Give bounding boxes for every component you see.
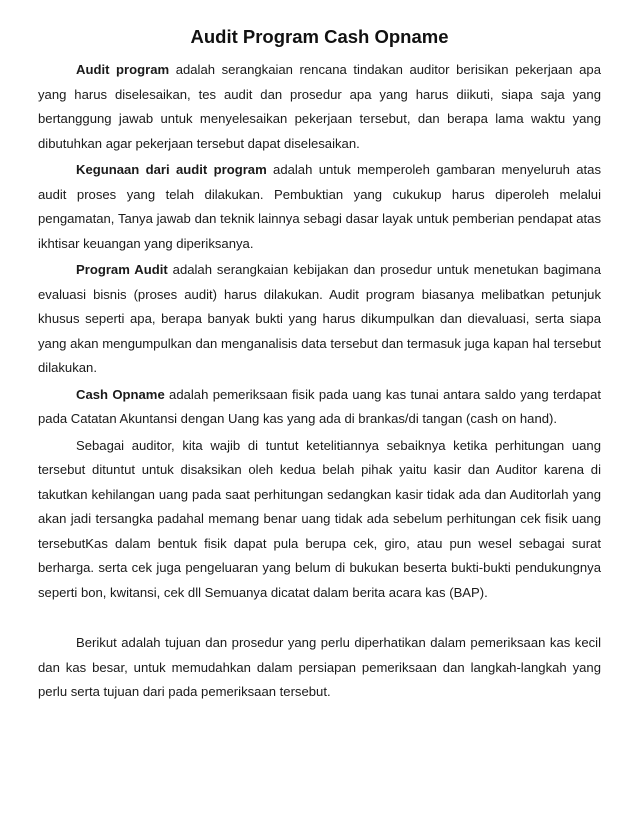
paragraph-text: adalah serangkaian rencana tindakan auditor berisikan pekerjaan apa yang harus diselesaikan, tes audit dan prosedur apa yang harus diikuti, siapa saja yang bertanggung jawab untuk menyelesaikan pekerjaan tersebut, dan berapa lama waktu yang dibutuhkan agar pekerjaan tersebut dapat diselesaikan. xyxy=(38,62,602,151)
paragraph-audit-program xyxy=(38,58,601,156)
paragraph-program-audit xyxy=(38,258,601,381)
paragraph-text: adalah serangkaian kebijakan dan prosedur untuk menetukan bagimana evaluasi bisnis (proses audit) harus dilakukan. Audit program biasanya melibatkan petunjuk khusus seperti apa, berapa banyak bukti yang harus dikumpulkan dan dievaluasi, serta siapa yang akan mengumpulkan dan menganalisis data tersebut dan termasuk juga kapan hal tersebut dilakukan. xyxy=(38,262,602,375)
paragraph-text: adalah pemeriksaan fisik pada uang kas tunai antara saldo yang terdapat pada Catatan Akuntansi dengan Uang kas yang ada di brankas/di tangan (cash on hand). xyxy=(38,386,601,426)
paragraph-cash-opname xyxy=(38,383,601,432)
paragraph-kegunaan xyxy=(38,158,601,256)
document-page xyxy=(38,26,601,707)
paragraph-text: Sebagai auditor, kita wajib di tuntut ketelitiannya sebaiknya ketika perhitungan uang tersebut dituntut untuk disaksikan oleh kedua belah pihak yaitu kasir dan Auditor karena di takutkan kehilangan uang pada saat perhitungan sedangkan kasir tidak ada dan Auditorlah yang akan jadi tersangka padahal memang benar uang tidak ada sebelum perhitungan cek fisik uang tersebutKas dalam bentuk fisik dapat pula berupa cek, giro, atau pun wesel sebagai surat berharga. serta cek juga pengeluaran yang belum di bukukan beserta bukti-bukti pendukungnya seperti bon, kwitansi, cek dll Semuanya dicatat dalam berita acara kas (BAP). xyxy=(38,437,601,600)
term-cash-opname: Cash Opname xyxy=(76,386,165,402)
term-kegunaan-audit-program: Kegunaan dari audit program xyxy=(76,162,267,177)
term-program-audit: Program Audit xyxy=(76,262,168,277)
paragraph-text: Berikut adalah tujuan dan prosedur yang perlu diperhatikan dalam pemeriksaan kas kecil dan kas besar, untuk memudahkan dalam persiapan pemeriksaan dan langkah-langkah yang perlu serta tujuan dari pada pemeriksaan tersebut. xyxy=(38,635,601,699)
document-title: Audit Program Cash Opname xyxy=(190,26,449,47)
paragraph-sebagai-auditor xyxy=(38,434,601,606)
paragraph-berikut xyxy=(38,631,601,705)
term-audit-program: Audit program xyxy=(76,62,170,77)
paragraph-text: adalah untuk memperoleh gambaran menyeluruh atas audit proses yang telah dilakukan. Pembuktian yang cukukup harus diperoleh melalui pengamatan, Tanya jawab dan teknik lainnya sebagi dasar layak untuk pemberian pendapat atas ikhtisar keuangan yang diperiksanya. xyxy=(38,162,601,251)
